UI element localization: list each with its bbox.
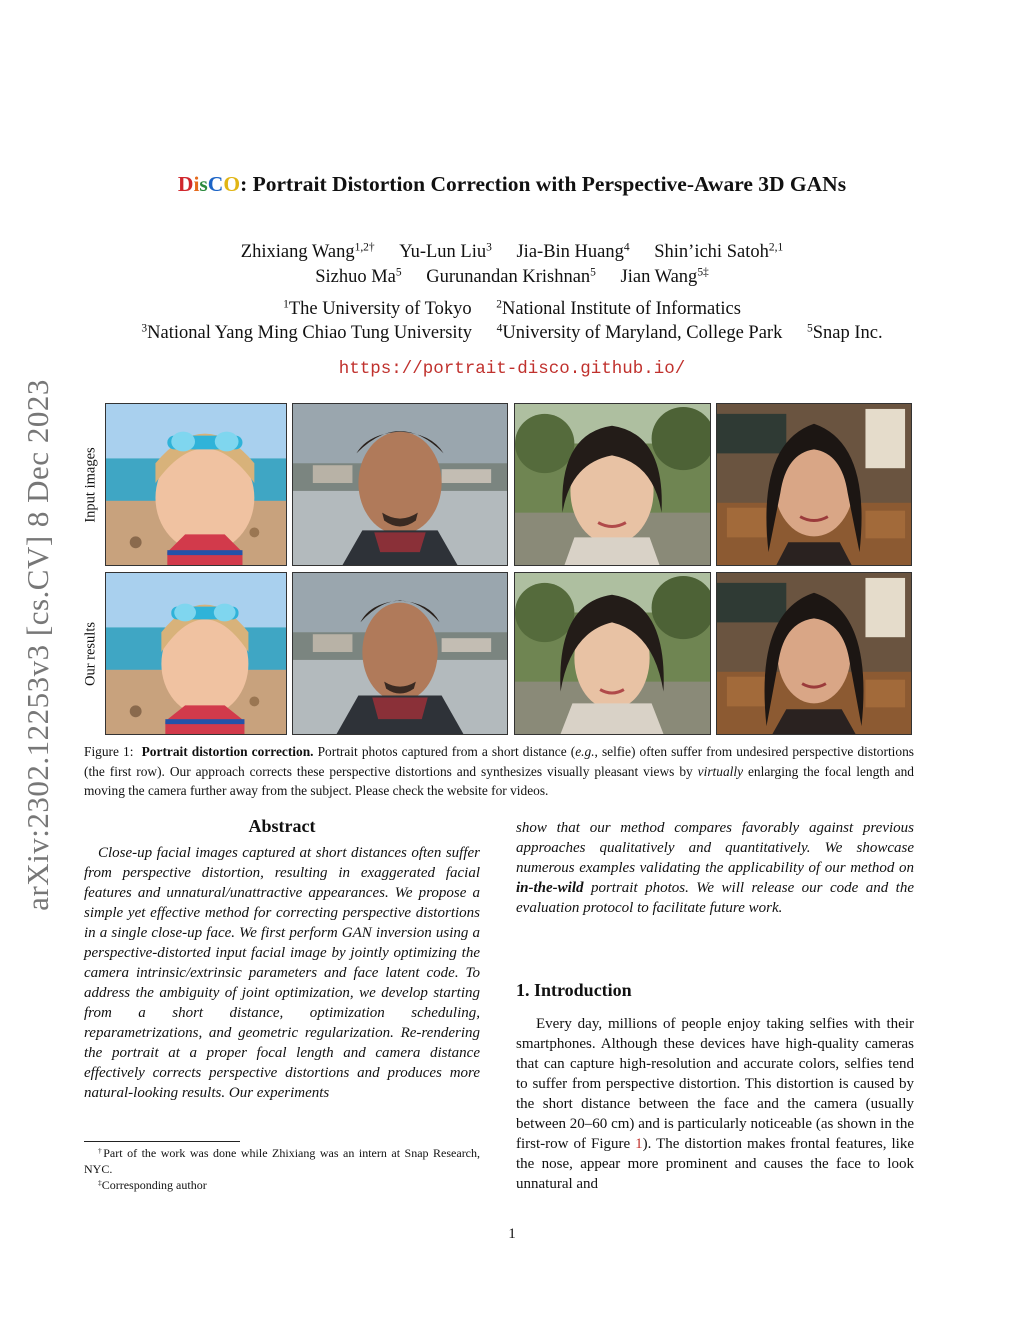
input-portrait-woman-park [514,403,711,566]
author: Yu-Lun Liu$^3$ [399,241,492,262]
affiliation: $^4$University of Maryland, College Park [496,322,783,343]
author: Gurunandan Krishnan$^5$ [426,266,596,287]
introduction-text: Every day, millions of people enjoy taking selfies with their smartphones. Although these devices have high-quality cameras that can capture high-resolution and accurate colors, selfies tend to suffer from perspective distortion. This distortion is caused by the short distance between the face and the camera (usually between 20–60 cm) and is particularly noticeable (as shown in the first-row of Figure 1). The distortion makes frontal features, like the nose, appear more prominent and causes the face to look unnatural and [516,1016,914,1192]
footnote: ‡Corresponding author [98,1177,207,1192]
affiliation-list [0,297,1024,345]
result-portrait-child-beach [105,572,287,735]
title-logo-letter: i [193,172,200,196]
introduction-heading: 1. Introduction [516,980,632,1000]
project-url-link[interactable]: https://portrait-disco.github.io/ [338,359,686,379]
row-label-input: Input images [82,447,99,523]
author: Jia-Bin Huang$^4$ [516,241,630,262]
figure-caption: Figure 1: Portrait distortion correction. Portrait photos captured from a short distance (e.g., selfie) often suffer from undesired perspective distortions (the first row). Our approach corrects these perspective distortions and synthesizes visually pleasant views by virtually enlarging the focal length and moving the camera further away from the subject. Please check the website for videos. [84,744,915,798]
footnote: †Part of the work was done while Zhixiang was an intern at Snap Research, NYC. [84,1145,481,1176]
input-portrait-woman-classroom [716,403,912,566]
author: Jian Wang$^{5\ddagger}$ [620,266,709,287]
author: Sizhuo Ma$^5$ [315,266,402,287]
affiliation: $^1$The University of Tokyo [283,298,472,319]
title-logo-letter: D [177,172,194,196]
abstract-text: Close-up facial images captured at short distances often suffer from perspective distortion, resulting in exaggerated facial features and unnatural/unattractive appearances. We propose a simple yet effective method for correcting perspective distortions in a single close-up face. We first perform GAN inversion using a perspective-distorted input facial image by jointly optimizing the camera intrinsic/extrinsic parameters and face latent code. To address the ambiguity of joint optimization, we develop starting from a short distance, optimization scheduling, reparametrizations, and geometric regularization. Re-rendering the portrait at a proper focal length and camera distance effectively corrects perspective distortions and produces more natural-looking results. Our experiments [84,845,480,1101]
input-portrait-man-waterfront [292,403,508,566]
affiliation: $^2$National Institute of Informatics [496,298,741,319]
affiliation: $^5$Snap Inc. [806,322,883,343]
title-logo-letter: s [199,172,208,196]
arxiv-identifier: arXiv:2302.12253v3 [cs.CV] 8 Dec 2023 [20,379,55,911]
abstract-continuation: show that our method compares favorably against previous approaches qualitatively and quantitatively. We showcase numerous examples validating the applicability of our method on in-the-wild portrait photos. We will release our code and the evaluation protocol to facilitate future work. [516,820,914,916]
footnote-divider [84,1141,240,1142]
result-portrait-woman-classroom [716,572,912,735]
affiliation: $^3$National Yang Ming Chiao Tung University [141,322,472,343]
title-logo-letter: C [207,172,224,196]
author: Shin’ichi Satoh$^{2,1}$ [654,241,784,262]
figure-1-link[interactable]: 1 [635,1136,643,1152]
footnotes [84,1145,480,1193]
author: Zhixiang Wang$^{1,2\dagger}$ [240,241,375,262]
input-portrait-child-beach [105,403,287,566]
page-number: 1 [508,1226,516,1242]
title-text: : Portrait Distortion Correction with Perspective-Aware 3D GANs [240,172,847,196]
result-portrait-man-waterfront [292,572,508,735]
result-portrait-woman-park [514,572,711,735]
in-the-wild-emphasis: in-the-wild [516,880,584,896]
abstract-section [84,816,480,1103]
author-list [0,240,1024,290]
row-label-results: Our results [82,621,99,687]
title-logo-letter: O [223,172,241,196]
abstract-heading: Abstract [248,816,316,836]
paper-title [0,172,1024,197]
